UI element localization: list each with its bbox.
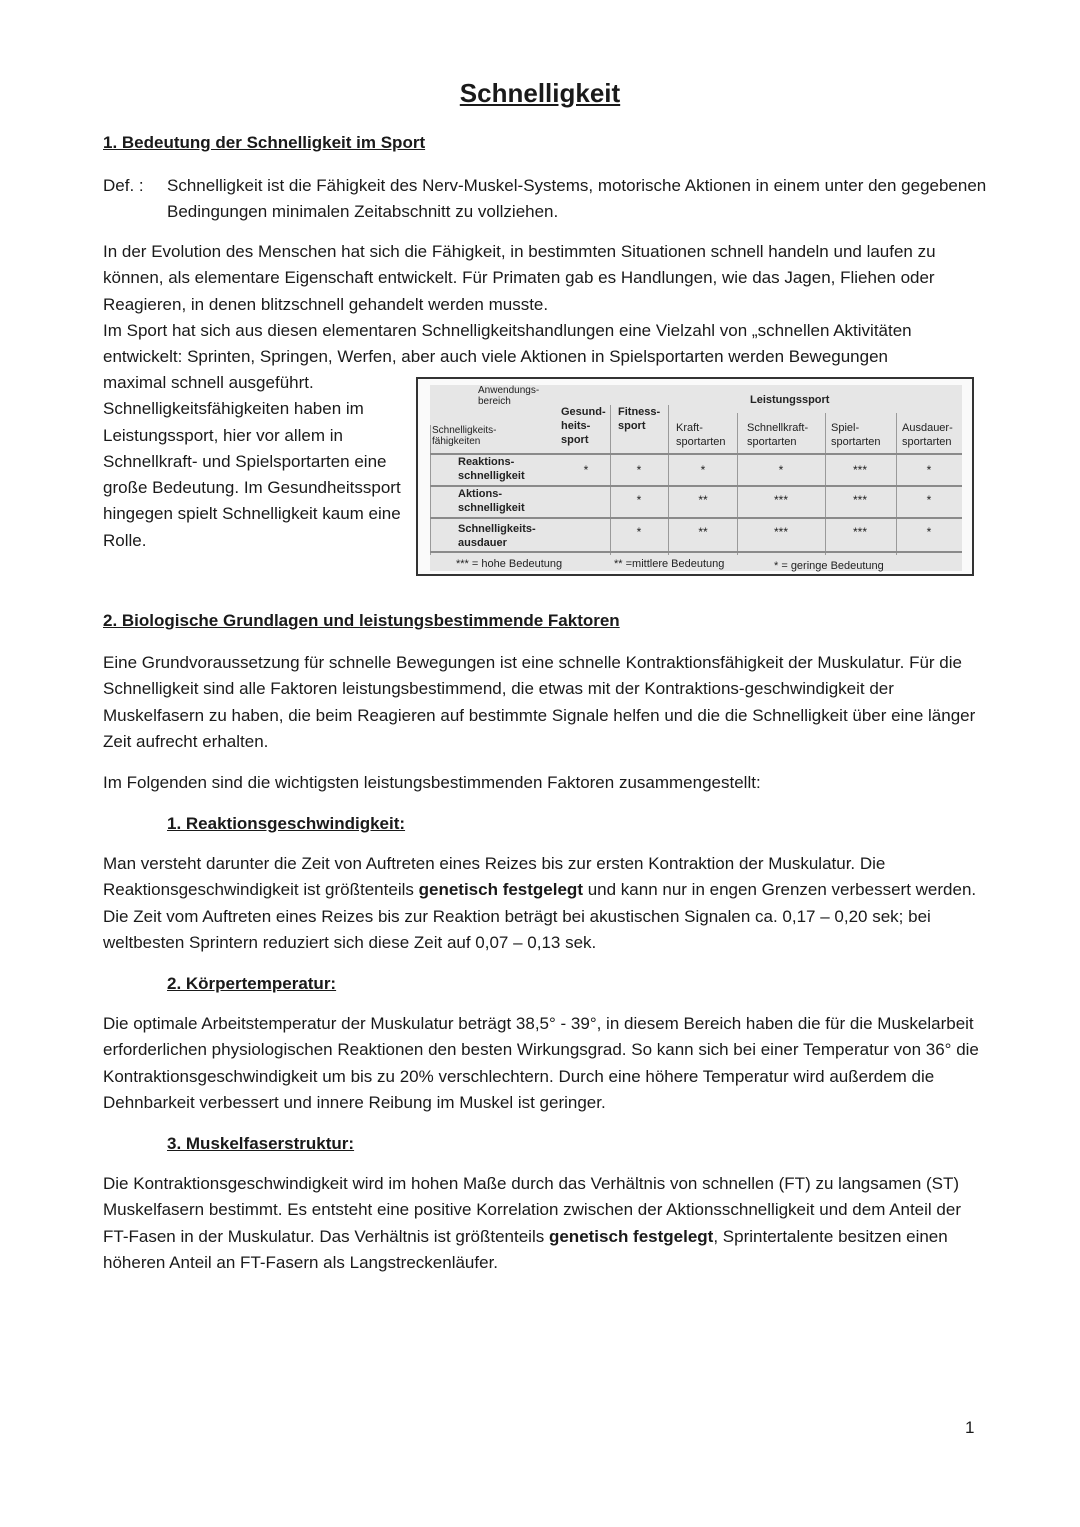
section-2-paragraph-2: Im Folgenden sind die wichtigsten leistungsbestimmenden Faktoren zusammengestellt: xyxy=(103,773,761,792)
subsection-1-text xyxy=(103,851,983,956)
row-label-aktionsschnelligkeit: Aktions-schnelligkeit xyxy=(458,488,525,514)
group-header-leistungssport: Leistungssport xyxy=(750,394,830,406)
col-header-spielsportarten: Spiel-sportarten xyxy=(831,422,881,448)
col-header-fitnesssport: Fitness-sport xyxy=(618,406,661,432)
col-header-kraftsportarten: Kraft-sportarten xyxy=(676,422,726,448)
legend-high: *** = hohe Bedeutung xyxy=(456,558,563,570)
importance-table xyxy=(430,385,962,571)
column-divider xyxy=(825,413,826,555)
subsection-2-text: Die optimale Arbeitstemperatur der Muskulatur beträgt 38,5° - 39°, in diesem Bereich haben die für die Muskelarbeit erforderlichen physiologischen Reaktionen den besten Wirkungsgrad. So kann sich bei einer Temperatur von 36° die Kontraktionsgeschwindigkeit um bis zu 20% verschlechtern. Durch eine höhere Temperatur wird außerdem die Dehnbarkeit verbessert und innere Reibung im Muskel ist geringer. xyxy=(103,1014,979,1112)
section-2-paragraph-1: Eine Grundvoraussetzung für schnelle Bewegungen ist eine schnelle Kontraktionsfähigkeit der Muskulatur. Für die Schnelligkeit sind alle Faktoren leistungsbestimmend, die etwas mit der Kontraktions-geschwindigkeit der Muskelfasern zu haben, die beim Reagieren auf bestimmte Signale helfen und die die Schnelligkeit über eine länger Zeit aufrecht erhalten. xyxy=(103,653,976,751)
corner-top-label: Anwendungs-bereich xyxy=(478,385,540,407)
table-cell: * xyxy=(636,493,642,507)
column-divider xyxy=(430,425,431,555)
subsection-3-text-a: Die Kontraktionsgeschwindigkeit wird im hohen Maße durch das Verhältnis von schnellen (FT) zu langsamen (ST) Muskelfasern bestimmt. Es entsteht eine positive Korrelation zwischen der Aktionsschnelligkeit und dem Anteil der FT-Fasen in der Muskulatur. Das Verhältnis ist größtenteils xyxy=(103,1174,961,1246)
section-1-paragraph-1: In der Evolution des Menschen hat sich die Fähigkeit, in bestimmten Situationen schnell handeln und laufen zu können, als elementare Eigenschaft entwickelt. Für Primaten gab es Handlungen, wie das Jagen, Fliehen oder Reagieren, in denen blitzschnell gehandelt werden musste. xyxy=(103,242,936,314)
row-label-reaktionsschnelligkeit: Reaktions-schnelligkeit xyxy=(458,456,525,482)
table-cell: *** xyxy=(852,463,867,477)
column-divider xyxy=(737,413,738,555)
importance-table-figure xyxy=(416,377,974,576)
section-1-heading: 1. Bedeutung der Schnelligkeit im Sport xyxy=(103,133,426,152)
subsection-1-bold: genetisch festgelegt xyxy=(418,880,583,900)
table-cell: * xyxy=(926,493,932,507)
table-cell: ** xyxy=(698,493,708,507)
subsection-3-text xyxy=(103,1171,983,1276)
page-number: 1 xyxy=(965,1418,975,1437)
table-cell: *** xyxy=(773,525,788,539)
column-divider xyxy=(896,413,897,555)
subsection-3-heading: 3. Muskelfaserstruktur: xyxy=(167,1134,355,1153)
row-divider xyxy=(430,551,962,553)
section-2-heading: 2. Biologische Grundlagen und leistungsbestimmende Faktoren xyxy=(103,611,620,630)
definition-text: Schnelligkeit ist die Fähigkeit des Nerv-Muskel-Systems, motorische Aktionen in einem unter den gegebenen Bedingungen minimalen Zeitabschnitt zu vollziehen. xyxy=(167,176,987,222)
col-header-ausdauersportarten: Ausdauer-sportarten xyxy=(902,422,953,448)
subsection-3-text-b: , Sprintertalente besitzen einen höheren Anteil an FT-Fasern als Langstreckenläufer. xyxy=(103,1226,948,1272)
table-cell: ** xyxy=(698,525,708,539)
table-cell: *** xyxy=(852,525,867,539)
corner-bottom-label: Schnelligkeits-fähigkeiten xyxy=(432,425,497,447)
table-cell: * xyxy=(778,463,784,477)
table-cell: * xyxy=(926,525,932,539)
subsection-1-text-b: und kann nur in engen Grenzen verbessert werden. Die Zeit vom Auftreten eines Reizes bis zur Reaktion beträgt bei akustischen Signalen ca. 0,17 – 0,20 sek; bei weltbesten Sprintern reduziert sich diese Zeit auf 0,07 – 0,13 sek. xyxy=(103,880,977,952)
table-cell: *** xyxy=(852,493,867,507)
table-cell: * xyxy=(636,525,642,539)
section-1-side-text: maximal schnell ausgeführt. Schnelligkeitsfähigkeiten haben im Leistungssport, hier vor allem in Schnellkraft- und Spielsportarten eine große Bedeutung. Im Gesundheitssport hingegen spielt Schnelligkeit kaum eine Rolle. xyxy=(103,373,401,550)
column-divider xyxy=(668,405,669,555)
row-label-schnelligkeitsausdauer: Schnelligkeits-ausdauer xyxy=(458,523,536,549)
page-title: Schnelligkeit xyxy=(459,78,621,108)
table-cell: * xyxy=(636,463,642,477)
section-1-paragraph-2: Im Sport hat sich aus diesen elementaren Schnelligkeitshandlungen eine Vielzahl von „schnellen Aktivitäten entwickelt: Sprinten, Springen, Werfen, aber auch viele Aktionen in Spielsportarten werden Bewegungen xyxy=(103,321,912,367)
table-cell: * xyxy=(583,463,589,477)
column-divider xyxy=(610,405,611,555)
col-header-gesundheitssport: Gesund-heits-sport xyxy=(561,406,606,446)
table-cell: * xyxy=(700,463,706,477)
definition-label: Def. : xyxy=(103,176,144,195)
legend-low: * = geringe Bedeutung xyxy=(774,560,884,572)
legend-medium: ** =mittlere Bedeutung xyxy=(614,558,725,570)
subsection-2-heading: 2. Körpertemperatur: xyxy=(167,974,337,993)
subsection-3-bold: genetisch festgelegt xyxy=(548,1226,714,1246)
subsection-1-heading: 1. Reaktionsgeschwindigkeit: xyxy=(167,814,406,833)
row-divider xyxy=(430,517,962,519)
subsection-1-text-a: Man versteht darunter die Zeit von Auftreten eines Reizes bis zur ersten Kontraktion der Muskulatur. Die Reaktionsgeschwindigkeit ist größtenteils xyxy=(103,854,886,900)
table-cell: *** xyxy=(773,493,788,507)
table-cell: * xyxy=(926,463,932,477)
col-header-schnellkraftsportarten: Schnellkraft-sportarten xyxy=(747,422,809,448)
